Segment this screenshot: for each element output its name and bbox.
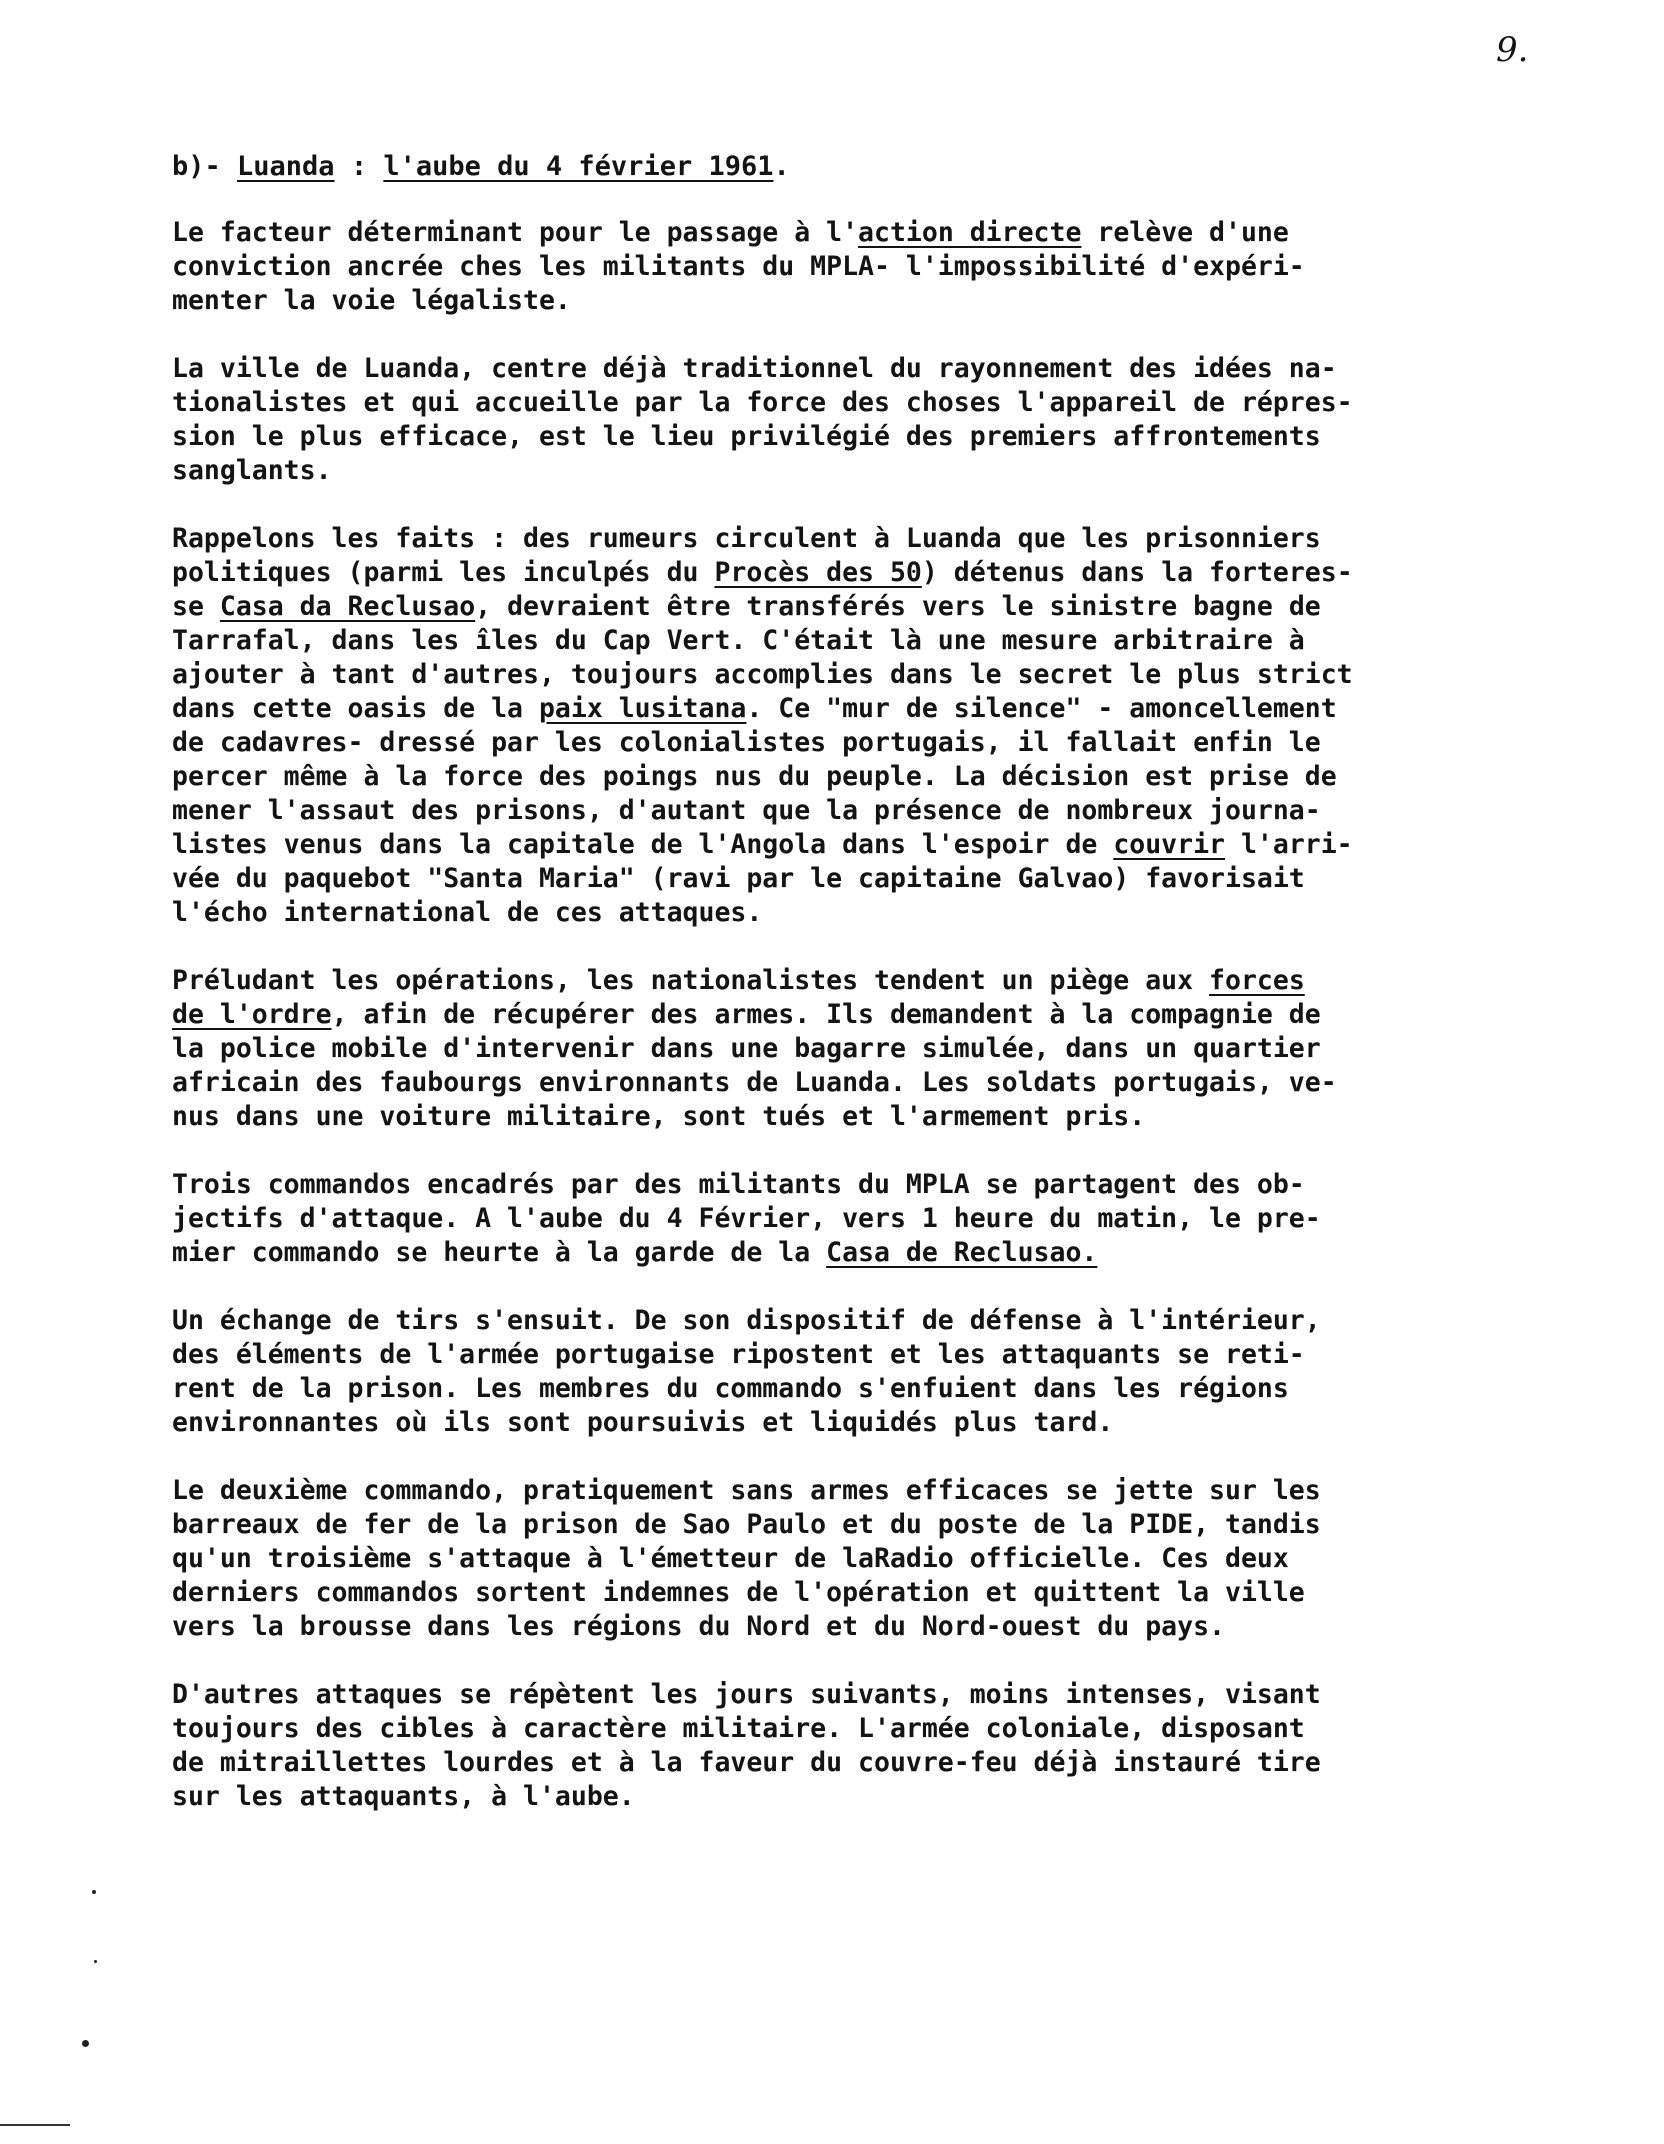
- underlined-text: Procès des 50: [714, 557, 922, 588]
- margin-marks: [0, 1860, 120, 2144]
- text-segment: Préludant les opérations, les nationalistes tendent un piège aux: [172, 965, 1210, 996]
- text-line: [172, 1542, 1612, 1576]
- margin-dot: [94, 1960, 97, 1963]
- text-segment: . Ce "mur de silence" - amoncellement: [746, 693, 1337, 724]
- text-segment: listes venus dans la capitale de l'Angola dans l'espoir de: [172, 829, 1114, 860]
- margin-rule: [0, 2124, 70, 2126]
- text-line: [172, 794, 1612, 828]
- text-line: [172, 1746, 1612, 1780]
- heading-prefix: b)-: [172, 151, 238, 182]
- text-line: [172, 998, 1612, 1032]
- text-segment: sur les attaquants, à l'aube.: [172, 1781, 635, 1812]
- heading-date: l'aube du 4 février 1961: [383, 151, 774, 182]
- text-line: [172, 658, 1612, 692]
- text-line: [172, 726, 1612, 760]
- text-segment: de cadavres- dressé par les colonialistes portugais, il fallait enfin le: [172, 727, 1321, 758]
- text-line: [172, 454, 1612, 488]
- text-line: [172, 1168, 1612, 1202]
- text-segment: Le facteur déterminant pour le passage à l': [172, 217, 859, 248]
- text-segment: l'arri-: [1225, 829, 1353, 860]
- text-line: [172, 1032, 1612, 1066]
- text-line: [172, 760, 1612, 794]
- text-segment: , devraient être transférés vers le sinistre bagne de: [475, 591, 1321, 622]
- heading-end: .: [773, 151, 790, 182]
- text-line: [172, 1610, 1612, 1644]
- text-segment: la police mobile d'intervenir dans une bagarre simulée, dans un quartier: [172, 1033, 1321, 1064]
- underlined-text: action directe: [858, 217, 1082, 248]
- paragraph: [172, 522, 1612, 930]
- underlined-text: couvrir: [1113, 829, 1225, 860]
- text-line: [172, 1712, 1612, 1746]
- text-segment: de mitraillettes lourdes et à la faveur du couvre-feu déjà instauré tire: [172, 1747, 1321, 1778]
- text-line: [172, 1474, 1612, 1508]
- text-line: [172, 352, 1612, 386]
- text-segment: mener l'assaut des prisons, d'autant que la présence de nombreux journa-: [172, 795, 1321, 826]
- text-segment: conviction ancrée ches les militants du MPLA- l'impossibilité d'expéri-: [172, 251, 1305, 282]
- section-heading: [172, 150, 1612, 184]
- text-segment: toujours des cibles à caractère militaire. L'armée coloniale, disposant: [172, 1713, 1305, 1744]
- paragraph: [172, 1474, 1612, 1644]
- text-segment: politiques (parmi les inculpés du: [172, 557, 715, 588]
- text-line: [172, 692, 1612, 726]
- text-segment: Un échange de tirs s'ensuit. De son dispositif de défense à l'intérieur,: [172, 1305, 1321, 1336]
- text-line: [172, 896, 1612, 930]
- text-segment: percer même à la force des poings nus du peuple. La décision est prise de: [172, 761, 1337, 792]
- text-segment: vée du paquebot "Santa Maria" (ravi par le capitaine Galvao) favorisait: [172, 863, 1305, 894]
- paragraph: [172, 352, 1612, 488]
- text-segment: vers la brousse dans les régions du Nord et du Nord-ouest du pays.: [172, 1611, 1225, 1642]
- text-line: [172, 420, 1612, 454]
- text-segment: menter la voie légaliste.: [172, 285, 571, 316]
- text-segment: Tarrafal, dans les îles du Cap Vert. C'était là une mesure arbitraire à: [172, 625, 1305, 656]
- text-segment: rent de la prison. Les membres du commando s'enfuient dans les régions: [172, 1373, 1289, 1404]
- text-segment: derniers commandos sortent indemnes de l'opération et quittent la ville: [172, 1577, 1305, 1608]
- text-line: [172, 590, 1612, 624]
- text-line: [172, 556, 1612, 590]
- text-segment: dans cette oasis de la: [172, 693, 539, 724]
- text-segment: environnantes où ils sont poursuivis et liquidés plus tard.: [172, 1407, 1114, 1438]
- text-line: [172, 624, 1612, 658]
- text-segment: , afin de récupérer des armes. Ils demandent à la compagnie de: [331, 999, 1321, 1030]
- text-segment: Le deuxième commando, pratiquement sans armes efficaces se jette sur les: [172, 1475, 1321, 1506]
- text-line: [172, 1100, 1612, 1134]
- text-line: [172, 828, 1612, 862]
- underlined-text: de l'ordre: [172, 999, 332, 1030]
- text-segment: La ville de Luanda, centre déjà traditionnel du rayonnement des idées na-: [172, 353, 1337, 384]
- underlined-text: Casa de Reclusao.: [826, 1237, 1098, 1268]
- paragraph: [172, 1168, 1612, 1270]
- text-line: [172, 1508, 1612, 1542]
- text-segment: Rappelons les faits : des rumeurs circulent à Luanda que les prisonniers: [172, 523, 1321, 554]
- text-line: [172, 862, 1612, 896]
- document-body: [172, 150, 1612, 1848]
- text-line: [172, 1780, 1612, 1814]
- underlined-text: paix lusitana: [538, 693, 747, 724]
- text-line: [172, 250, 1612, 284]
- margin-dot: [92, 1890, 96, 1894]
- paragraph: [172, 964, 1612, 1134]
- text-line: [172, 1372, 1612, 1406]
- text-segment: se: [172, 591, 220, 622]
- text-line: [172, 522, 1612, 556]
- text-segment: tionalistes et qui accueille par la force des choses l'appareil de répres-: [172, 387, 1353, 418]
- text-segment: jectifs d'attaque. A l'aube du 4 Février, vers 1 heure du matin, le pre-: [172, 1203, 1321, 1234]
- text-line: [172, 964, 1612, 998]
- text-line: [172, 284, 1612, 318]
- paragraph: [172, 1304, 1612, 1440]
- text-line: [172, 1576, 1612, 1610]
- margin-dot: [82, 2040, 89, 2047]
- text-segment: ) détenus dans la forteres-: [921, 557, 1353, 588]
- text-segment: Trois commandos encadrés par des militants du MPLA se partagent des ob-: [172, 1169, 1305, 1200]
- text-line: [172, 1236, 1612, 1270]
- page-number: 9.: [1496, 30, 1529, 70]
- heading-separator: :: [334, 151, 384, 182]
- paragraph: [172, 216, 1612, 318]
- text-line: [172, 1066, 1612, 1100]
- text-line: [172, 1406, 1612, 1440]
- text-line: [172, 1202, 1612, 1236]
- text-segment: relève d'une: [1081, 217, 1289, 248]
- underlined-text: forces: [1209, 965, 1305, 996]
- text-segment: barreaux de fer de la prison de Sao Paulo et du poste de la PIDE, tandis: [172, 1509, 1321, 1540]
- text-segment: qu'un troisième s'attaque à l'émetteur de laRadio officielle. Ces deux: [172, 1543, 1289, 1574]
- heading-place: Luanda: [237, 151, 335, 182]
- text-segment: l'écho international de ces attaques.: [172, 897, 763, 928]
- text-segment: D'autres attaques se répètent les jours suivants, moins intenses, visant: [172, 1679, 1321, 1710]
- text-segment: mier commando se heurte à la garde de la: [172, 1237, 827, 1268]
- text-line: [172, 1338, 1612, 1372]
- paragraph-list: [172, 216, 1612, 1814]
- text-line: [172, 1678, 1612, 1712]
- text-segment: sion le plus efficace, est le lieu privilégié des premiers affrontements: [172, 421, 1321, 452]
- text-segment: ajouter à tant d'autres, toujours accomplies dans le secret le plus strict: [172, 659, 1353, 690]
- underlined-text: Casa da Reclusao: [219, 591, 476, 622]
- text-line: [172, 216, 1612, 250]
- text-segment: sanglants.: [172, 455, 332, 486]
- paragraph: [172, 1678, 1612, 1814]
- text-segment: des éléments de l'armée portugaise ripostent et les attaquants se reti-: [172, 1339, 1305, 1370]
- text-segment: nus dans une voiture militaire, sont tués et l'armement pris.: [172, 1101, 1146, 1132]
- text-line: [172, 386, 1612, 420]
- text-line: [172, 1304, 1612, 1338]
- text-segment: africain des faubourgs environnants de Luanda. Les soldats portugais, ve-: [172, 1067, 1337, 1098]
